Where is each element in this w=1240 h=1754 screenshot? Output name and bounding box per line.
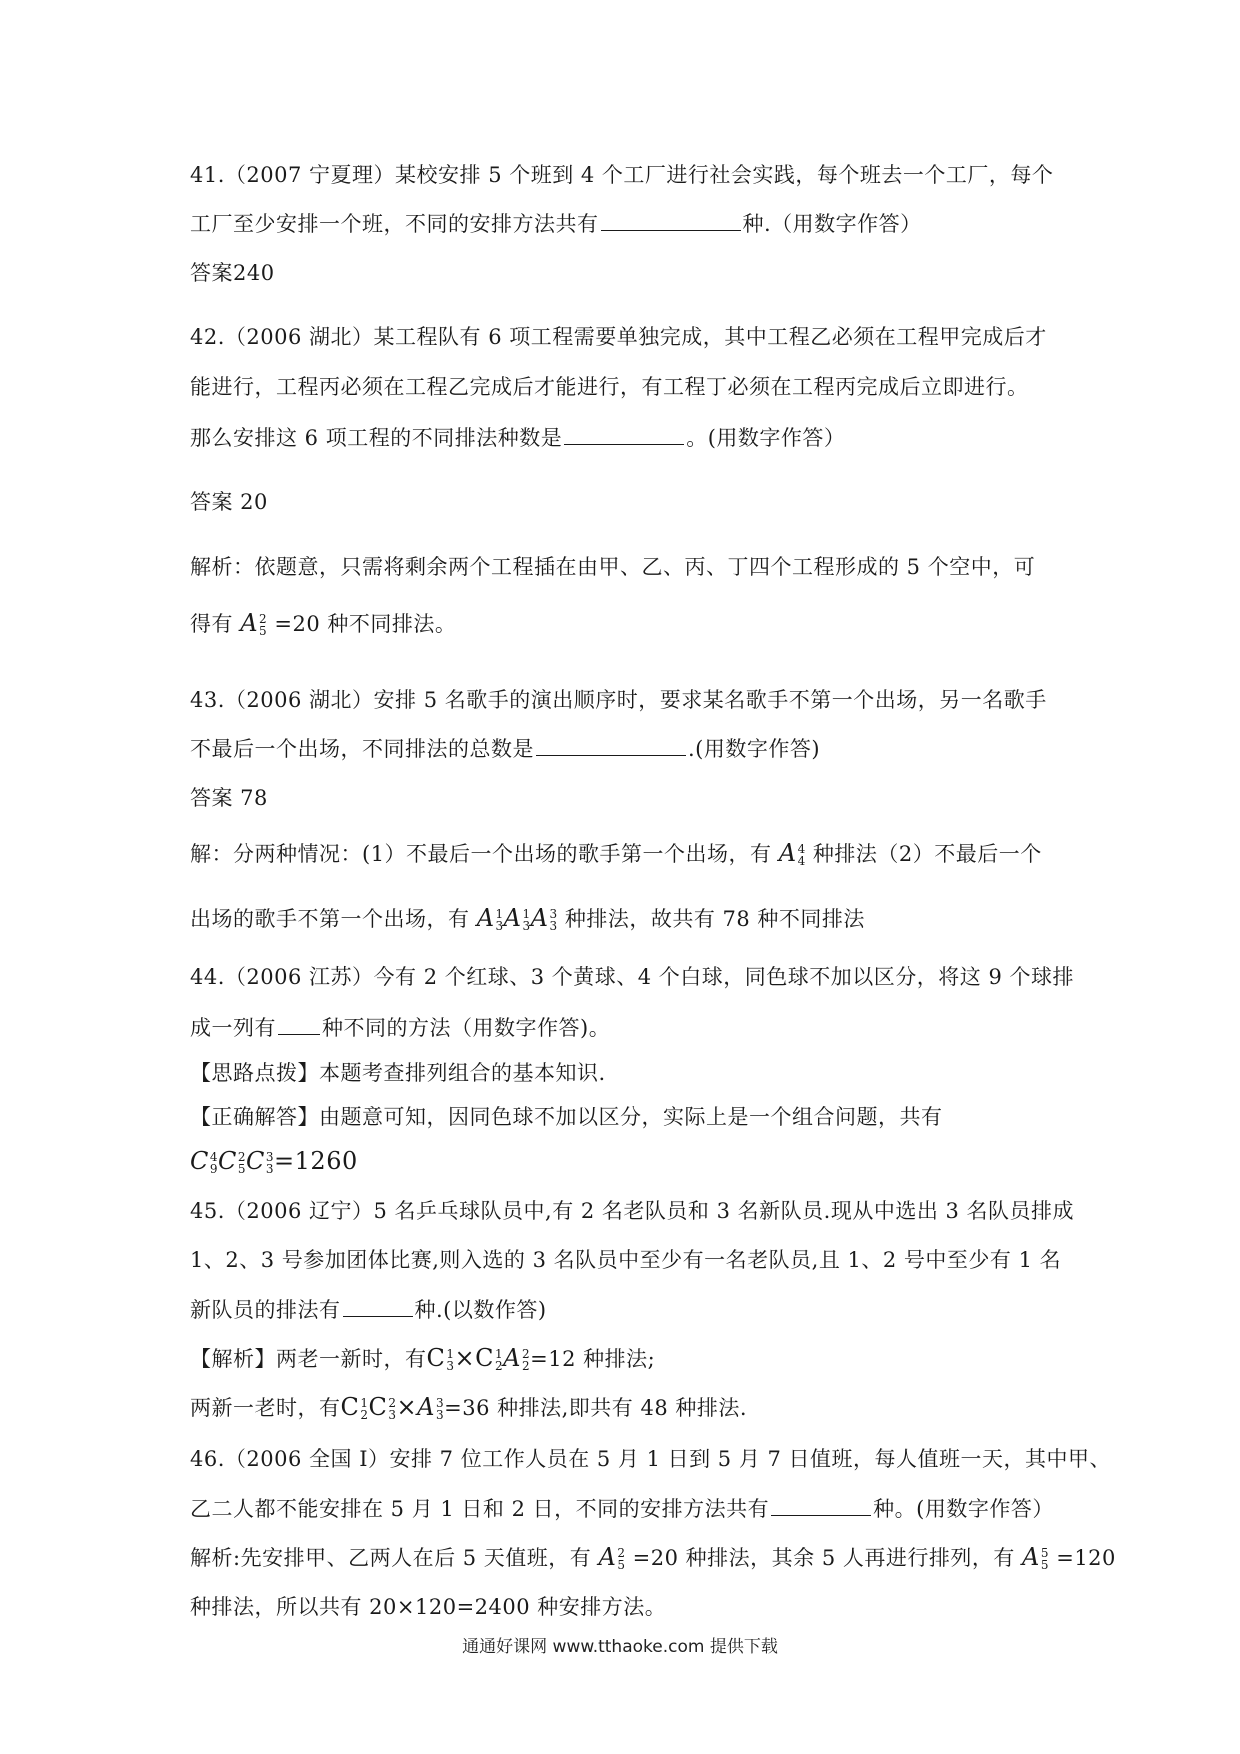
formula-a52: A 2 5 — [240, 609, 268, 638]
q44-text: 成一列有 — [190, 1016, 276, 1040]
q45-sol-text-b: =12 种排法; — [530, 1347, 656, 1371]
q45-line2: 1、2、3 号参加团体比赛,则入选的 3 名队员中至少有一名老队员,且 1、2 号中至少有 1 名 — [190, 1248, 1062, 1272]
q46-sol-text-b: =20 种排法，其余 5 人再进行排列，有 — [632, 1546, 1015, 1570]
q46-line1: 46.（2006 全国 I）安排 7 位工作人员在 5 月 1 日到 5 月 7 日值班，每人值班一天，其中甲、 — [190, 1447, 1112, 1471]
formula-c21c32-a33: C 1 2 C 2 3 ×A 3 3 — [340, 1393, 445, 1422]
q46-solution-line1 — [190, 1542, 1116, 1573]
q44-correct-answer: 【正确解答】由题意可知，因同色球不加以区分，实际上是一个组合问题，共有 — [190, 1105, 943, 1129]
formula-a52: A 2 5 — [598, 1543, 626, 1572]
q42-line3 — [190, 422, 845, 453]
q45-line3 — [190, 1294, 547, 1325]
q42-sol-text-end: =20 种不同排法。 — [274, 612, 457, 636]
formula-a44: A 4 4 — [778, 839, 806, 868]
q46-text-end: 种。(用数字作答） — [873, 1497, 1054, 1521]
q43-line1: 43.（2006 湖北）安排 5 名歌手的演出顺序时，要求某名歌手不第一个出场，另一名歌手 — [190, 688, 1047, 712]
answer-blank — [278, 1012, 320, 1035]
q41-line1: 41.（2007 宁夏理）某校安排 5 个班到 4 个工厂进行社会实践，每个班去一个工厂，每个 — [190, 163, 1054, 187]
q43-answer: 答案 78 — [190, 786, 268, 810]
q42-answer: 答案 20 — [190, 490, 268, 514]
answer-blank — [771, 1493, 871, 1516]
q45-sol-text-d: =36 种排法,即共有 48 种排法. — [444, 1396, 748, 1420]
answer-blank — [564, 422, 684, 445]
q43-sol-text-b: 种排法（2）不最后一个 — [812, 842, 1042, 866]
q42-line1: 42.（2006 湖北）某工程队有 6 项工程需要单独完成，其中工程乙必须在工程甲完成后才 — [190, 325, 1047, 349]
q42-solution-line2 — [190, 608, 456, 639]
q46-text: 乙二人都不能安排在 5 月 1 日和 2 日，不同的安排方法共有 — [190, 1497, 770, 1521]
formula-c94c52c33: C 4 9 C 2 5 C 3 3 — [190, 1147, 275, 1176]
q44-line1: 44.（2006 江苏）今有 2 个红球、3 个黄球、4 个白球，同色球不加以区分，将这 9 个球排 — [190, 965, 1075, 989]
q43-sol-text-c: 出场的歌手不第一个出场，有 — [190, 907, 470, 931]
q46-line2 — [190, 1493, 1054, 1524]
q44-line2 — [190, 1012, 610, 1043]
q43-sol-text: 解：分两种情况：(1）不最后一个出场的歌手第一个出场，有 — [190, 842, 772, 866]
page-footer: 通通好课网 www.tthaoke.com 提供下载 — [462, 1637, 778, 1657]
q42-line2: 能进行，工程丙必须在工程乙完成后才能进行，有工程丁必须在工程丙完成后立即进行。 — [190, 375, 1029, 399]
answer-blank — [536, 733, 686, 756]
q42-text: 那么安排这 6 项工程的不同排法种数是 — [190, 426, 563, 450]
q46-sol-text: 解析:先安排甲、乙两人在后 5 天值班，有 — [190, 1546, 592, 1570]
q44-text-end: 种不同的方法（用数字作答)。 — [322, 1016, 611, 1040]
q43-solution-line2 — [190, 903, 865, 934]
q44-hint: 【思路点拨】本题考查排列组合的基本知识. — [190, 1061, 606, 1085]
q43-sol-text-d: 种排法，故共有 78 种不同排法 — [564, 907, 865, 931]
q42-solution-line1: 解析：依题意，只需将剩余两个工程插在由甲、乙、丙、丁四个工程形成的 5 个空中，可 — [190, 555, 1036, 579]
q45-sol-text: 【解析】两老一新时，有 — [190, 1347, 427, 1371]
q41-line2 — [190, 208, 922, 239]
formula-a55: A 5 5 — [1022, 1543, 1050, 1572]
q44-formula-result: =1260 — [274, 1147, 358, 1175]
q43-solution-line1 — [190, 838, 1042, 869]
q42-text-end: 。(用数字作答） — [686, 426, 846, 450]
q43-line2 — [190, 733, 820, 764]
q43-text-end: .(用数字作答) — [688, 737, 821, 761]
q41-text: 工厂至少安排一个班，不同的安排方法共有 — [190, 212, 599, 236]
q45-sol-text-c: 两新一老时，有 — [190, 1396, 341, 1420]
q42-sol-text: 得有 — [190, 612, 233, 636]
formula-a31a31a33: A 1 3 A 1 3 A 3 3 — [476, 904, 558, 933]
q41-answer: 答案240 — [190, 261, 275, 285]
q45-text-end: 种.(以数作答) — [414, 1298, 547, 1322]
q45-solution-line2 — [190, 1392, 747, 1423]
q41-text-end: 种.（用数字作答） — [742, 212, 922, 236]
q44-formula — [190, 1146, 358, 1177]
q46-solution-line2: 种排法，所以共有 20×120=2400 种安排方法。 — [190, 1595, 667, 1619]
q45-solution-line1 — [190, 1343, 655, 1374]
answer-blank — [343, 1294, 413, 1317]
q43-text: 不最后一个出场，不同排法的总数是 — [190, 737, 534, 761]
q45-line1: 45.（2006 辽宁）5 名乒乓球队员中,有 2 名老队员和 3 名新队员.现从中选出 3 名队员排成 — [190, 1199, 1075, 1223]
q45-text: 新队员的排法有 — [190, 1298, 341, 1322]
q46-sol-text-c: =120 — [1056, 1546, 1116, 1570]
answer-blank — [601, 208, 741, 231]
formula-c31-c21a22: C 1 3 ×C 1 2 A 2 2 — [426, 1344, 531, 1373]
